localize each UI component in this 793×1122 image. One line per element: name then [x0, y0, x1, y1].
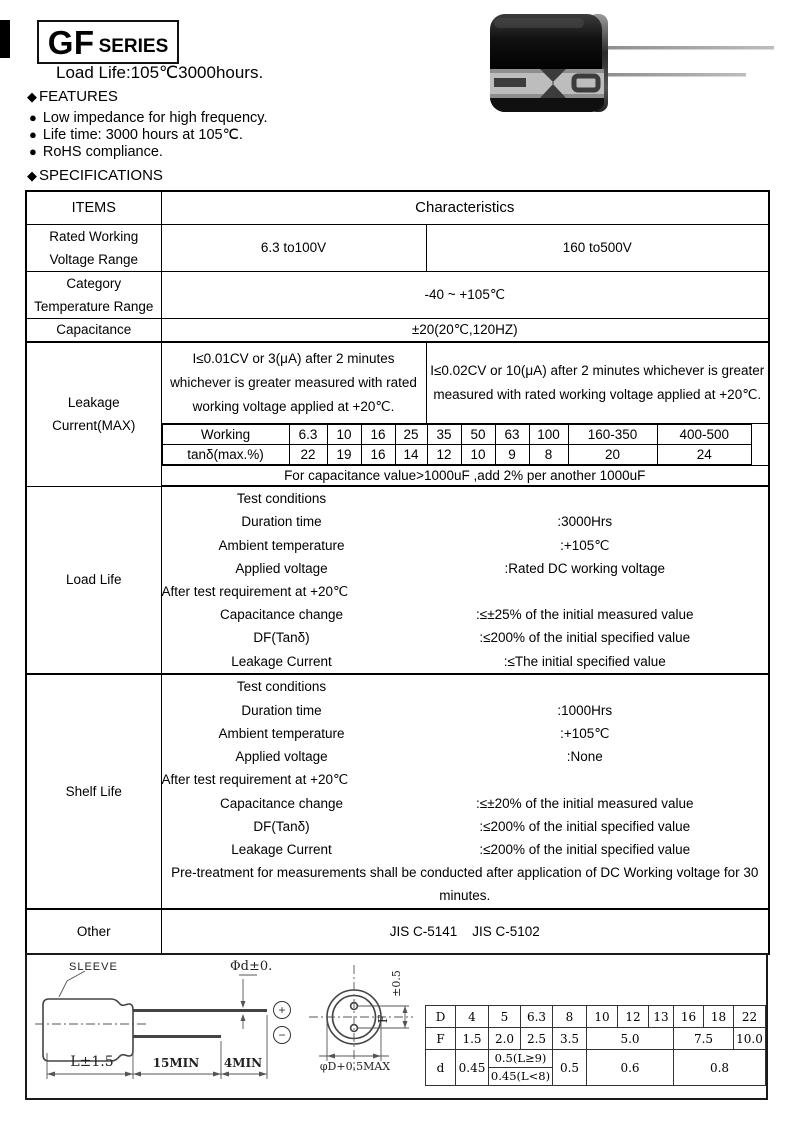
lead-pitch-tolerance-label: ±0.5	[389, 970, 403, 997]
condition-value: :≤200% of the initial specified value	[479, 818, 691, 834]
dim-d-cell: 0.8	[674, 1050, 766, 1086]
condition-name: After test requirement at +20℃	[161, 772, 349, 788]
dim-F-cell: 10.0	[734, 1028, 766, 1050]
tan-voltage-cell: 6.3	[289, 424, 327, 444]
dim-D-cell: 8	[553, 1006, 587, 1028]
condition-name: Test conditions	[236, 491, 327, 507]
condition-name: Leakage Current	[231, 841, 332, 857]
condition-value: :Rated DC working voltage	[504, 560, 666, 576]
dim-D-cell: 13	[649, 1006, 674, 1028]
series-code: GF	[47, 23, 95, 61]
series-title-box	[37, 20, 179, 64]
dimension-drawing-section	[25, 953, 768, 1100]
condition-line	[162, 699, 769, 722]
tan-voltage-cell: 10	[327, 424, 361, 444]
condition-value: :1000Hrs	[557, 702, 613, 718]
tan-voltage-cell: 63	[495, 424, 529, 444]
condition-line	[162, 768, 769, 791]
tan-voltage-cell: 50	[461, 424, 495, 444]
condition-value: :+105℃	[560, 725, 610, 741]
lead-tip-min-label: 4MIN	[223, 1056, 263, 1070]
condition-line	[162, 815, 769, 838]
temperature-range-label	[26, 271, 161, 318]
dim-row-label: F	[426, 1028, 456, 1050]
condition-name: Ambient temperature	[218, 537, 345, 553]
condition-name: Ambient temperature	[218, 725, 345, 741]
dim-D-cell: 12	[618, 1006, 649, 1028]
other-label: Other	[26, 909, 161, 954]
tan-value-cell: 24	[657, 444, 752, 464]
dim-F-cell: 2.0	[489, 1028, 521, 1050]
bullet-icon: ●	[29, 110, 37, 125]
tan-value-cell: 19	[327, 444, 361, 464]
dim-d-cell: 0.45	[456, 1050, 489, 1086]
condition-line	[162, 838, 769, 861]
specifications-heading-label: SPECIFICATIONS	[39, 167, 163, 184]
condition-line	[162, 722, 769, 745]
condition-line	[162, 626, 769, 649]
condition-name: Applied voltage	[235, 560, 328, 576]
feature-item	[29, 126, 267, 143]
dim-D-cell: 4	[456, 1006, 489, 1028]
shelf-life-label: Shelf Life	[26, 674, 161, 909]
temperature-label-line2: Temperature Range	[34, 298, 154, 314]
load-life-label: Load Life	[26, 486, 161, 674]
load-life-subtitle: Load Life:105℃3000hours.	[56, 63, 264, 82]
tan-value-cell: 10	[461, 444, 495, 464]
items-header-cell: ITEMS	[26, 191, 161, 224]
tan-value-cell: 14	[395, 444, 427, 464]
tan-voltage-cell: 16	[361, 424, 395, 444]
tan-delta-table	[162, 424, 753, 465]
load-life-conditions	[161, 486, 769, 674]
condition-line	[162, 580, 769, 603]
other-value-cell: JIS C-5141 JIS C-5102	[161, 909, 769, 954]
leakage-text-low-voltage: I≤0.01CV or 3(μA) after 2 minutes whichever is greater measured with rated working voltage applied at +20℃.	[161, 342, 426, 423]
dim-d-cell: 0.5	[553, 1050, 587, 1086]
lead-pitch-label: F	[376, 1014, 391, 1024]
dim-D-cell: 18	[704, 1006, 734, 1028]
condition-name: Test conditions	[236, 679, 327, 695]
voltage-range-label-line2: Voltage Range	[49, 251, 139, 267]
condition-name: Capacitance change	[219, 607, 344, 623]
tan-value-cell: 22	[289, 444, 327, 464]
dim-F-cell: 7.5	[674, 1028, 734, 1050]
dim-d-split-cell	[489, 1050, 553, 1086]
dim-d-lower: 0.45(L<8)	[490, 1069, 551, 1083]
dim-d-upper: 0.5(L≥9)	[489, 1050, 552, 1068]
condition-value: :≤±25% of the initial measured value	[476, 607, 694, 623]
dim-d-cell: 0.6	[587, 1050, 674, 1086]
condition-value: :≤±20% of the initial measured value	[476, 795, 694, 811]
dim-D-cell: 5	[489, 1006, 521, 1028]
tan-value-cell: 12	[427, 444, 461, 464]
tan-row1-label: Working	[162, 424, 289, 444]
characteristics-header-cell: Characteristics	[161, 191, 769, 224]
capacitance-value-cell: ±20(20℃,120HZ)	[161, 318, 769, 342]
sleeve-label: SLEEVE	[69, 961, 118, 973]
feature-list	[29, 109, 267, 160]
condition-name: DF(Tanδ)	[253, 818, 310, 834]
tan-voltage-cell: 25	[395, 424, 427, 444]
condition-value	[402, 487, 769, 510]
shelf-life-note: Pre-treatment for measurements shall be conducted after application of DC Working voltage for 30 minutes.	[171, 865, 759, 904]
dim-F-cell: 1.5	[456, 1028, 489, 1050]
dim-D-cell: 22	[734, 1006, 766, 1028]
capacitor-side-view-drawing	[35, 957, 295, 1092]
temperature-label-line1: Category	[66, 275, 122, 291]
features-heading-label: FEATURES	[39, 88, 118, 105]
tan-row2-label: tanδ(max.%)	[162, 444, 289, 464]
condition-name: Applied voltage	[235, 749, 328, 765]
capacitor-photo	[488, 12, 780, 119]
leakage-current-label	[26, 342, 161, 486]
dim-D-cell: 10	[587, 1006, 618, 1028]
specifications-heading	[27, 167, 163, 184]
feature-item	[29, 143, 267, 160]
condition-value: :3000Hrs	[557, 514, 613, 530]
feature-text: Life time: 3000 hours at 105℃.	[42, 126, 243, 143]
features-heading	[27, 88, 118, 105]
capacitance-label: Capacitance	[26, 318, 161, 342]
condition-line	[162, 534, 769, 557]
condition-value: :None	[566, 749, 603, 765]
temperature-value-cell: -40 ~ +105℃	[161, 271, 769, 318]
leakage-note: For capacitance value>1000uF ,add 2% per another 1000uF	[161, 465, 769, 486]
body-diameter-label: φD+0.5MAX	[319, 1060, 391, 1073]
voltage-low-cell: 6.3 to100V	[161, 224, 426, 271]
condition-value	[348, 768, 768, 791]
tan-voltage-cell: 160-350	[568, 424, 657, 444]
condition-value: :≤200% of the initial specified value	[479, 630, 691, 646]
feature-text: Low impedance for high frequency.	[42, 109, 268, 126]
tan-value-cell: 16	[361, 444, 395, 464]
dimension-table	[425, 1005, 766, 1086]
dim-D-cell: 6.3	[521, 1006, 553, 1028]
leakage-text-high-voltage: I≤0.02CV or 10(μA) after 2 minutes whichever is greater measured with rated working voltage applied at +20℃.	[426, 342, 769, 423]
tan-delta-table-cell	[161, 423, 769, 465]
dim-row-label: D	[426, 1006, 456, 1028]
condition-value: :≤The initial specified value	[503, 653, 666, 669]
dim-D-cell: 16	[674, 1006, 704, 1028]
feature-item	[29, 109, 267, 126]
condition-line	[162, 675, 769, 698]
tan-voltage-cell: 35	[427, 424, 461, 444]
leakage-label-line1: Leakage	[67, 395, 120, 411]
bullet-icon: ●	[29, 144, 37, 159]
diamond-icon: ◆	[27, 167, 37, 183]
feature-text: RoHS compliance.	[42, 143, 163, 160]
tan-value-cell: 8	[529, 444, 568, 464]
condition-name: Duration time	[241, 514, 322, 530]
page-edge-mark	[0, 20, 10, 58]
series-word: SERIES	[98, 35, 169, 57]
tan-value-cell: 20	[568, 444, 657, 464]
condition-name: Duration time	[241, 702, 322, 718]
dim-F-cell: 2.5	[521, 1028, 553, 1050]
condition-value	[348, 580, 768, 603]
shelf-life-conditions	[161, 674, 769, 909]
leakage-label-line2: Current(MAX)	[52, 418, 136, 434]
lead-length-min-label: 15MIN	[152, 1056, 200, 1070]
condition-name: Capacitance change	[219, 795, 344, 811]
condition-value: :+105℃	[560, 537, 610, 553]
voltage-high-cell: 160 to500V	[426, 224, 769, 271]
condition-line	[162, 745, 769, 768]
lead-diameter-label: Φd±0.	[230, 959, 273, 974]
condition-line	[162, 510, 769, 533]
specifications-table	[25, 190, 770, 955]
condition-line	[162, 487, 769, 510]
dim-F-cell: 3.5	[553, 1028, 587, 1050]
condition-name: After test requirement at +20℃	[161, 584, 349, 599]
condition-line	[162, 792, 769, 815]
condition-line	[162, 557, 769, 580]
condition-name: Leakage Current	[231, 653, 332, 669]
dim-F-cell: 5.0	[587, 1028, 674, 1050]
bullet-icon: ●	[29, 127, 37, 142]
condition-line	[162, 650, 769, 673]
negative-lead-symbol: −	[273, 1026, 291, 1044]
condition-value: :≤200% of the initial specified value	[479, 841, 691, 857]
positive-lead-symbol: +	[273, 1001, 291, 1019]
voltage-range-label-line1: Rated Working	[49, 228, 139, 244]
condition-name: DF(Tanδ)	[253, 630, 310, 646]
tan-voltage-cell: 400-500	[657, 424, 752, 444]
tan-voltage-cell: 100	[529, 424, 568, 444]
diamond-icon: ◆	[27, 88, 37, 104]
body-length-label: L±1.5	[70, 1054, 114, 1070]
dim-row-label: d	[426, 1050, 456, 1086]
tan-value-cell: 9	[495, 444, 529, 464]
condition-line	[162, 603, 769, 626]
voltage-range-label	[26, 224, 161, 271]
condition-value	[402, 675, 769, 698]
